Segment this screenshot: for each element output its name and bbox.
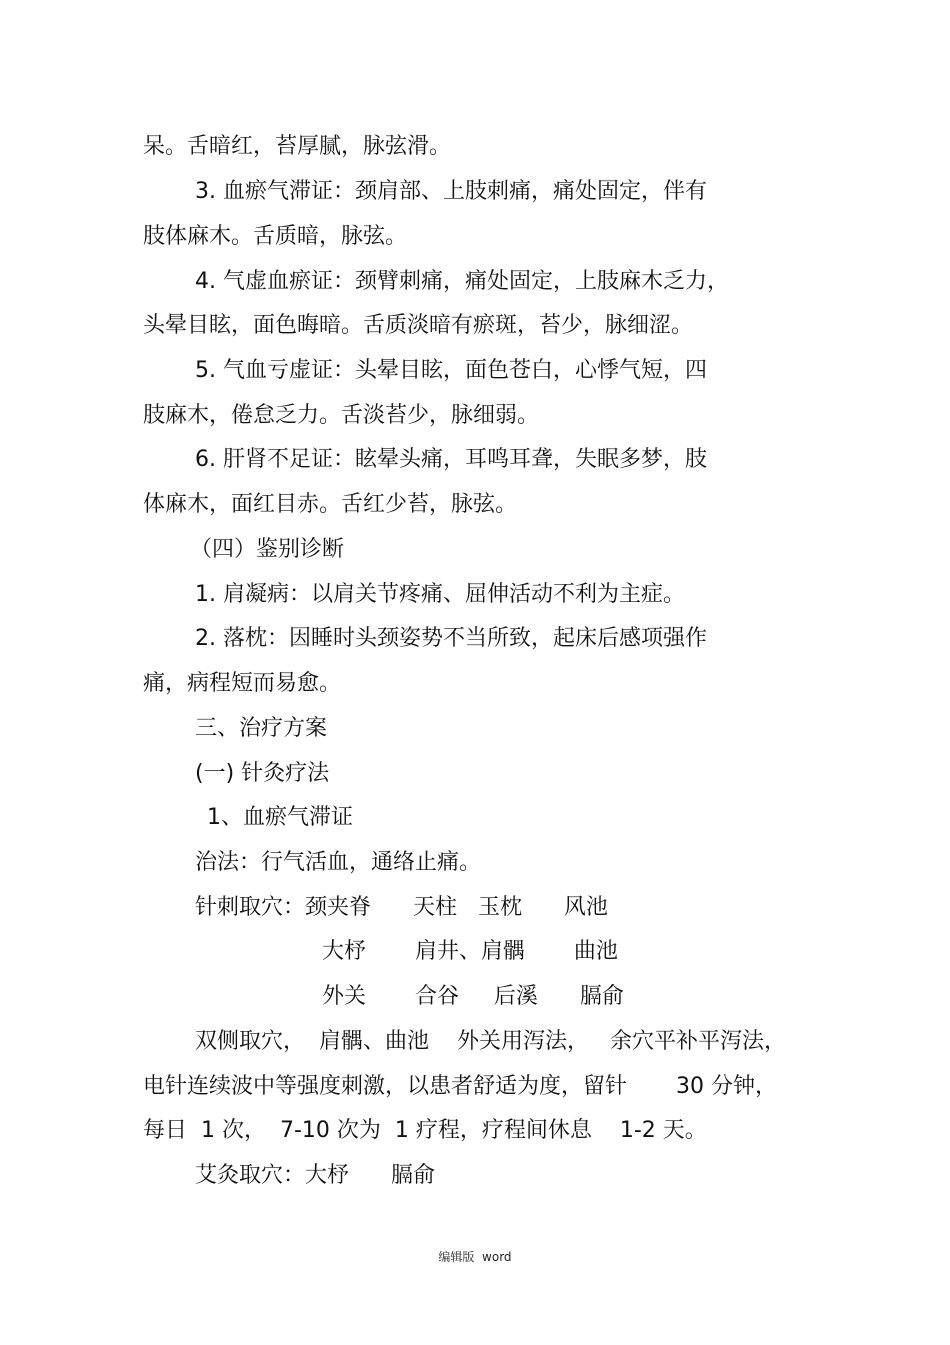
acupoint-line: 外关 合谷 后溪 膈俞: [322, 984, 624, 1009]
text-line: 5. 气血亏虚证：头晕目眩，面色苍白，心悸气短，四: [195, 358, 707, 383]
text-line: 治法：行气活血，通络止痛。: [195, 850, 482, 875]
acupoint-line: 大杼 肩井、肩髃 曲池: [322, 939, 618, 964]
text-line: 4. 气虚血瘀证：颈臂刺痛，痛处固定，上肢麻木乏力，: [195, 269, 729, 294]
page-footer: 编辑版 word: [438, 1250, 512, 1264]
text-line: 体麻木，面红目赤。舌红少苔，脉弦。: [143, 492, 518, 517]
text-line: 2. 落枕：因睡时头颈姿势不当所致，起床后感项强作: [195, 626, 707, 651]
section-heading: (一) 针灸疗法: [195, 761, 330, 786]
text-line: 1. 肩凝病：以肩关节疼痛、屈伸活动不利为主症。: [195, 582, 685, 607]
text-line: 肢麻木，倦怠乏力。舌淡苔少，脉细弱。: [143, 403, 540, 428]
text-line: 肢体麻木。舌质暗，脉弦。: [143, 224, 408, 249]
text-line: 痛，病程短而易愈。: [143, 671, 342, 696]
subsection-heading: 1、血瘀气滞证: [207, 805, 353, 830]
text-line: 每日 1 次， 7-10 次为 1 疗程，疗程间休息 1-2 天。: [143, 1118, 707, 1143]
text-line: 3. 血瘀气滞证：颈肩部、上肢刺痛，痛处固定，伴有: [195, 179, 707, 204]
text-line: 电针连续波中等强度刺激，以患者舒适为度，留针 30 分钟，: [143, 1074, 777, 1099]
text-line: 双侧取穴， 肩髃、曲池 外关用泻法， 余穴平补平泻法，: [195, 1029, 786, 1054]
section-heading: 三、治疗方案: [195, 716, 328, 741]
acupoint-line: 针刺取穴：颈夹脊 天柱 玉枕 风池: [195, 895, 608, 920]
text-line: 头晕目眩，面色晦暗。舌质淡暗有瘀斑，苔少，脉细涩。: [143, 313, 694, 338]
section-heading: （四）鉴别诊断: [190, 537, 345, 562]
text-line: 6. 肝肾不足证：眩晕头痛，耳鸣耳聋，失眠多梦，肢: [195, 447, 707, 472]
text-line: 呆。舌暗红，苔厚腻，脉弦滑。: [143, 134, 452, 159]
acupoint-line: 艾灸取穴：大杼 膈俞: [195, 1163, 435, 1188]
